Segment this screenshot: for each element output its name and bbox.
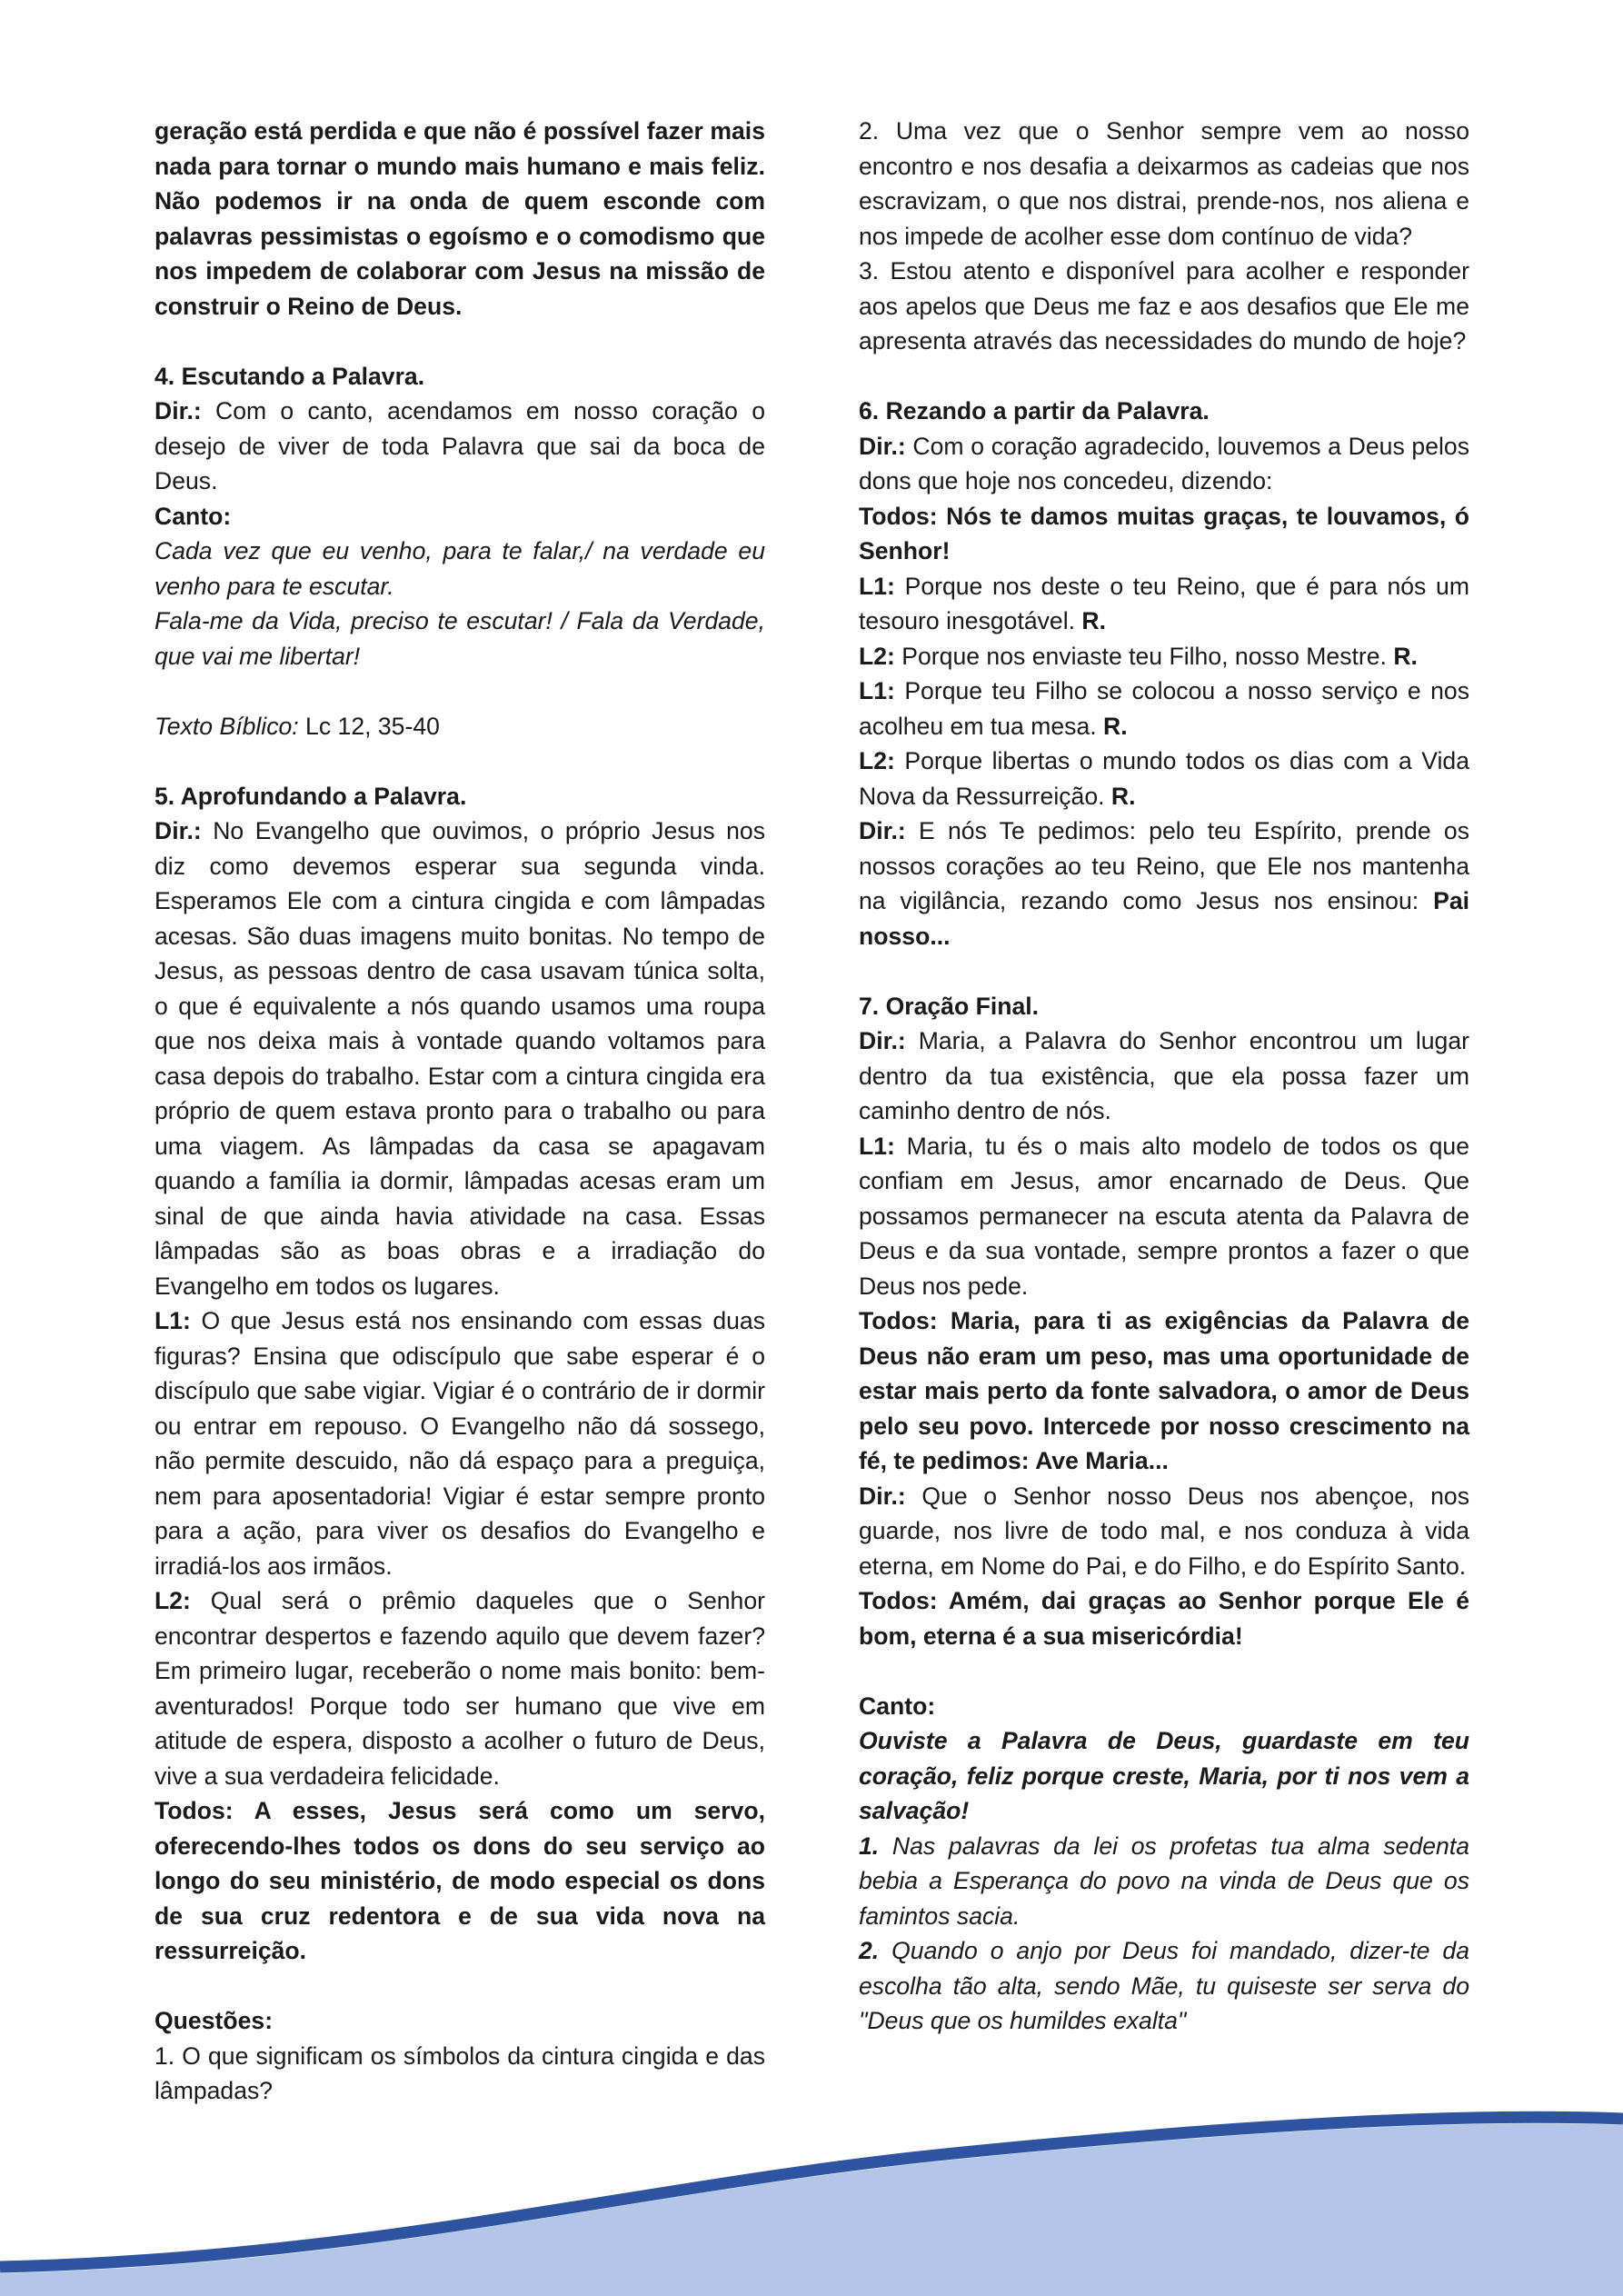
dir-text: Que o Senhor nosso Deus nos abençoe, nos guarde, nos livre de todo mal, e nos conduza à vida eterna, em Nome do Pai, e do Filho, e do Espírito Santo. (859, 1482, 1469, 1580)
canto-final-heading: Canto: (859, 1692, 936, 1720)
prayer-item-4 (859, 744, 1469, 814)
canto-refrain: Ouviste a Palavra de Deus, guardaste em teu coração, feliz porque creste, Maria, por ti nos vem a salvação! (859, 1727, 1469, 1824)
left-column (154, 114, 765, 2109)
prayer-item-label: L1: (859, 572, 895, 600)
canto-verse-2 (859, 1933, 1469, 2039)
section-4-heading: 4. Escutando a Palavra. (154, 362, 425, 390)
section-5-l2 (154, 1583, 765, 1793)
prayer-item-text: Porque libertas o mundo todos os dias com a Vida Nova da Ressurreição. (859, 747, 1469, 810)
section-5-todos: Todos: A esses, Jesus será como um servo, oferecendo-lhes todos os dons do seu serviço ao longo do seu ministério, de modo especial os dons de sua cruz redentora e de sua vida nova na ressurreição. (154, 1797, 765, 1964)
section-7-heading: 7. Oração Final. (859, 992, 1040, 1020)
section-7-todos-1: Todos: Maria, para ti as exigências da Palavra de Deus não eram um peso, mas uma oportunidade de estar mais perto da fonte salvadora, o amor de Deus pelo seu povo. Intercede por nosso crescimento na fé, te pedimos: Ave Maria... (859, 1307, 1469, 1474)
texto-biblico-ref: Lc 12, 35-40 (298, 712, 440, 740)
dir-text: No Evangelho que ouvimos, o próprio Jesus nos diz como devemos esperar sua segunda vinda. Esperamos Ele com a cintura cingida e com lâmpadas acesas. São duas imagens muito bonitas. No tempo de Jesus, as pessoas dentro de casa usavam túnica solta, o que é equivalente a nós quando usamos uma roupa que nos deixa mais à vontade quando voltamos para casa depois do trabalho. Estar com a cintura cingida era próprio de quem estava pronto para o trabalho ou para uma viagem. As lâmpadas da casa se apagavam quando a família ia dormir, lâmpadas acesas eram um sinal de que ainda havia atividade na casa. Essas lâmpadas são as boas obras e a irradiação do Evangelho em todos os lugares. (154, 817, 765, 1300)
l2-text: Qual será o prêmio daqueles que o Senhor encontrar despertos e fazendo aquilo que devem fazer? Em primeiro lugar, receberão o nome mais bonito: bem-aventurados! Porque todo ser humano que vive em atitude de espera, disposto a acolher o futuro de Deus, vive a sua verdadeira felicidade. (154, 1587, 765, 1790)
questoes-heading: Questões: (154, 2007, 274, 2034)
footer-wave-decoration (0, 2105, 1623, 2296)
dir-text: E nós Te pedimos: pelo teu Espírito, prende os nossos corações ao teu Reino, que Ele nos mantenha na vigilância, rezando como Jesus nos ensinou: (859, 817, 1469, 914)
prayer-item-label: L2: (859, 642, 895, 670)
section-6-dir-2 (859, 814, 1469, 953)
response-mark: R. (1110, 782, 1136, 810)
verse-number: 2. (859, 1937, 880, 1964)
dir-label: Dir.: (154, 397, 202, 424)
texto-biblico (154, 709, 765, 744)
dir-label: Dir.: (859, 1482, 906, 1510)
dir-label: Dir.: (859, 817, 906, 844)
section-5-dir (154, 814, 765, 1303)
prayer-item-3 (859, 674, 1469, 744)
question-2: 2. Uma vez que o Senhor sempre vem ao nosso encontro e nos desafia a deixarmos as cadeias que nos escravizam, o que nos distrai, prende-nos, nos aliena e nos impede de acolher esse dom contínuo de vida? (859, 117, 1469, 250)
canto-line-1: Cada vez que eu venho, para te falar,/ na verdade eu venho para te escutar. (154, 537, 765, 600)
verse-number: 1. (859, 1832, 880, 1860)
section-7-dir (859, 1023, 1469, 1129)
section-7-todos-2: Todos: Amém, dai graças ao Senhor porque Ele é bom, eterna é a sua misericórdia! (859, 1587, 1469, 1650)
prayer-item-2 (859, 639, 1469, 674)
footer-wave-light (0, 2123, 1623, 2296)
canto-line-2: Fala-me da Vida, preciso te escutar! / Fala da Verdade, que vai me libertar! (154, 607, 765, 670)
dir-text: Com o coração agradecido, louvemos a Deus pelos dons que hoje nos concedeu, dizendo: (859, 432, 1469, 494)
canto-verse-1 (859, 1829, 1469, 1934)
dir-text: Maria, a Palavra do Senhor encontrou um lugar dentro da tua existência, que ela possa fazer um caminho dentro de nós. (859, 1027, 1469, 1124)
texto-biblico-label: Texto Bíblico: (154, 712, 299, 740)
l1-label: L1: (154, 1307, 191, 1334)
dir-label: Dir.: (859, 432, 906, 460)
response-mark: R. (1081, 607, 1107, 634)
section-4-dir (154, 394, 765, 499)
dir-label: Dir.: (154, 817, 202, 844)
section-6-dir (859, 429, 1469, 499)
verse-text: Quando o anjo por Deus foi mandado, dizer-te da escolha tão alta, sendo Mãe, tu quiseste ser serva do "Deus que os humildes exalta" (859, 1937, 1469, 2034)
l1-text: O que Jesus está nos ensinando com essas duas figuras? Ensina que odiscípulo que sabe esperar é o discípulo que sabe vigiar. Vigiar é o contrário de ir dormir ou entrar em repouso. O Evangelho não dá sossego, não permite descuido, não dá espaço para a preguiça, nem para aposentadoria! Vigiar é estar sempre pronto para a ação, para viver os desafios do Evangelho e irradiá-los aos irmãos. (154, 1307, 765, 1580)
section-7-l1 (859, 1129, 1469, 1304)
verse-text: Nas palavras da lei os profetas tua alma sedenta bebia a Esperança do povo na vinda de Deus que os famintos sacia. (859, 1832, 1469, 1930)
l1-label: L1: (859, 1132, 895, 1160)
prayer-item-label: L2: (859, 747, 895, 774)
pai-nosso: Pai nosso... (859, 887, 1469, 950)
prayer-item-text: Porque nos deste o teu Reino, que é para nós um tesouro inesgotável. (859, 572, 1469, 634)
l2-label: L2: (154, 1587, 191, 1614)
response-mark: R. (1103, 712, 1128, 740)
section-5-heading: 5. Aprofundando a Palavra. (154, 782, 467, 810)
l1-text: Maria, tu és o mais alto modelo de todos os que confiam em Jesus, amor encarnado de Deus. Que possamos permanecer na escuta atenta da Palavra de Deus e da sua vontade, sempre prontos a fazer o que Deus nos pede. (859, 1132, 1469, 1300)
intro-paragraph: geração está perdida e que não é possível fazer mais nada para tornar o mundo mais humano e mais feliz. Não podemos ir na onda de quem esconde com palavras pessimistas o egoísmo e o comodismo que nos impedem de colaborar com Jesus na missão de construir o Reino de Deus. (154, 117, 765, 320)
section-5-l1 (154, 1303, 765, 1583)
canto-label: Canto: (154, 502, 232, 530)
question-1: 1. O que significam os símbolos da cintura cingida e das lâmpadas? (154, 2041, 765, 2104)
right-column (859, 114, 1469, 2039)
prayer-item-label: L1: (859, 677, 895, 704)
prayer-item-text: Porque nos enviaste teu Filho, nosso Mestre. (894, 642, 1394, 670)
dir-label: Dir.: (859, 1027, 906, 1054)
question-3: 3. Estou atento e disponível para acolher e responder aos apelos que Deus me faz e aos desafios que Ele me apresenta através das necessidades do mundo de hoje? (859, 257, 1469, 354)
dir-text: Com o canto, acendamos em nosso coração o desejo de viver de toda Palavra que sai da boca de Deus. (154, 397, 765, 494)
section-7-dir-2 (859, 1479, 1469, 1584)
response-mark: R. (1393, 642, 1418, 670)
prayer-item-text: Porque teu Filho se colocou a nosso serviço e nos acolheu em tua mesa. (859, 677, 1469, 740)
section-6-heading: 6. Rezando a partir da Palavra. (859, 397, 1210, 424)
section-6-todos: Todos: Nós te damos muitas graças, te louvamos, ó Senhor! (859, 502, 1469, 564)
prayer-item-1 (859, 569, 1469, 639)
